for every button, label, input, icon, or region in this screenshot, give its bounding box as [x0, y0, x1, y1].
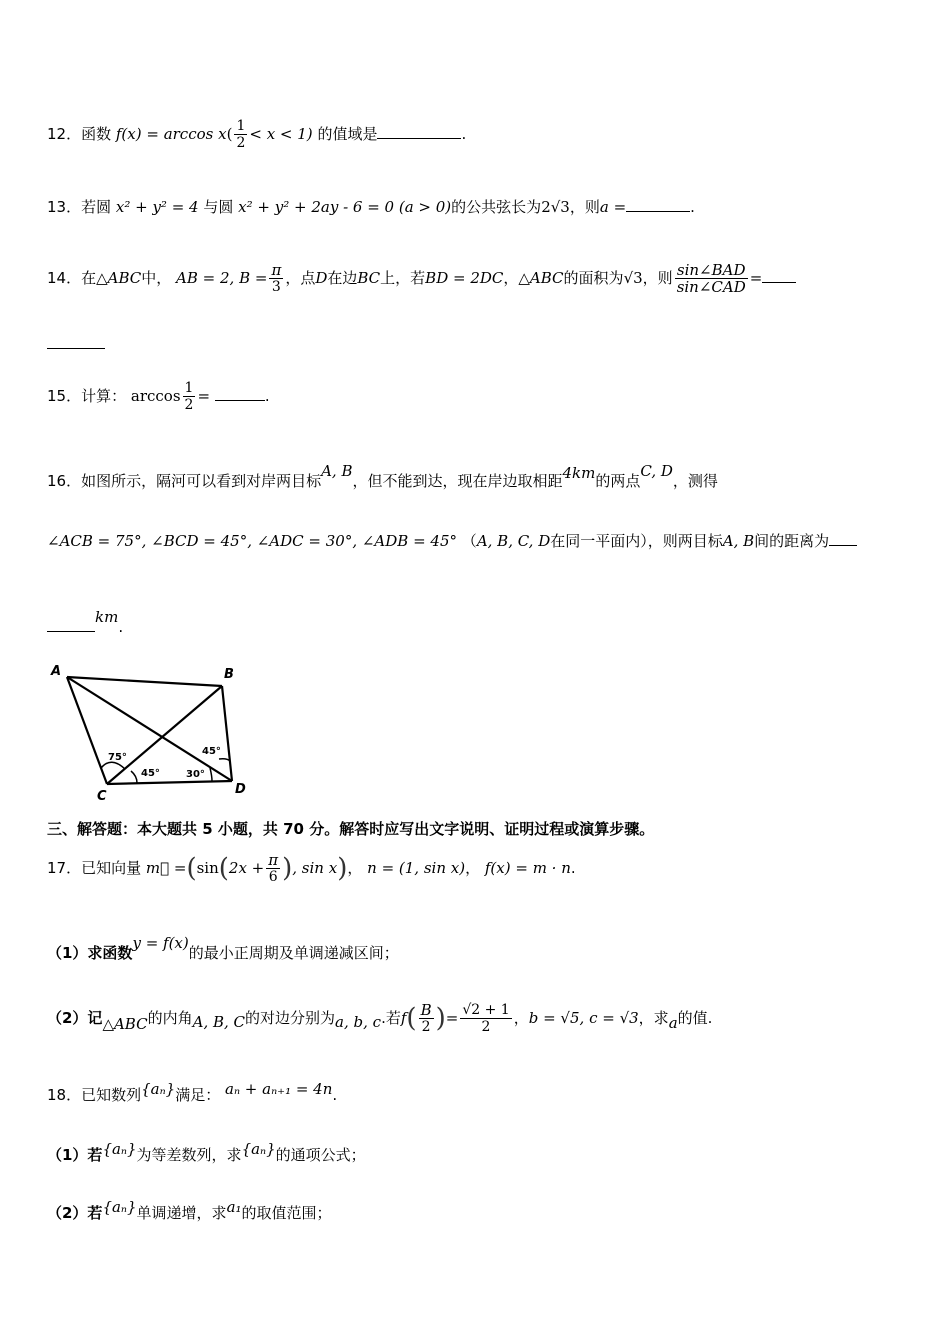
q17-f-def: f(x) = m · n: [484, 859, 571, 877]
section-3-title: 三、解答题：本大题共 5 小题，共 70 分。解答时应写出文字说明、证明过程或演算步骤。: [47, 820, 655, 838]
segment-ab: [67, 677, 222, 686]
q16-answer-blank-b[interactable]: [47, 617, 95, 632]
angle-adb-label: 45°: [202, 746, 221, 757]
q13-circle2: x² + y² + 2ay - 6 = 0 (a > 0): [238, 198, 452, 216]
question-15: 15．计算： arccos $\frac{1}{2}$ = .: [47, 380, 270, 413]
label-b: B: [224, 667, 234, 682]
q18-relation: aₙ + aₙ₊₁ = 4n: [225, 1080, 333, 1098]
q12-tail: 的值域是: [317, 125, 378, 143]
q18-part1: （1）若{aₙ}为等差数列，求{aₙ}的通项公式；: [47, 1140, 366, 1164]
q13-chord: 2√3: [541, 198, 570, 216]
q15-number: 15．计算：: [47, 387, 127, 405]
q12-function: f(x) = arccos x: [115, 125, 227, 143]
arc-adb: [219, 759, 230, 761]
question-14: 14．在△ABC中， AB = 2, B = $\frac{\pi}{3}$ ，点D在边BC上，若BD = 2DC，△ABC的面积为√3，则 $\frac{\text{sin∠BAD}}{\text{sin∠CAD}}$ =: [47, 262, 796, 295]
q17-part1: （1）求函数y = f(x)的最小正周期及单调递减区间；: [47, 934, 399, 962]
q14-given: AB = 2, B =: [176, 269, 268, 287]
angle-bcd-label: 45°: [141, 768, 160, 779]
q16-answer-blank-a[interactable]: [829, 531, 857, 546]
question-16: 16．如图所示，隔河可以看到对岸两目标A, B，但不能到达，现在岸边取相距4km的两点C, D，测得: [47, 462, 718, 490]
question-12: 12．函数 f(x) = arccos x( $\frac{1}{2}$ < x < 1) 的值域是 .: [47, 118, 467, 151]
q14-answer-blank-b[interactable]: [47, 334, 105, 353]
q18-number: 18．已知数列: [47, 1086, 142, 1104]
q13-number: 13．若圆: [47, 198, 112, 216]
q12-fraction: $\frac{1}{2}$: [236, 118, 246, 151]
angle-acb-label: 75°: [108, 752, 127, 763]
question-16-line3: km.: [47, 608, 123, 636]
segment-cd: [107, 781, 232, 784]
q16-angles: ∠ACB = 75°, ∠BCD = 45°, ∠ADC = 30°, ∠ADB = 45°: [47, 532, 458, 550]
segment-bd: [222, 686, 232, 781]
q14-ratio: $\frac{\text{sin∠BAD}}{\text{sin∠CAD}}$: [676, 261, 746, 296]
question-18: 18．已知数列{aₙ}满足： aₙ + aₙ₊₁ = 4n.: [47, 1080, 338, 1104]
arc-adc: [210, 768, 212, 781]
geometry-figure: [45, 660, 250, 805]
arc-acb: [101, 762, 125, 769]
q18-part2: （2）若{aₙ}单调递增，求a₁的取值范围；: [47, 1198, 332, 1222]
q13-answer-blank[interactable]: [626, 197, 690, 212]
segment-ad: [67, 677, 232, 781]
arc-bcd: [131, 771, 137, 783]
question-13: 13．若圆 x² + y² = 4 与圆 x² + y² + 2ay - 6 = 0 (a > 0)的公共弦长为2√3，则a = .: [47, 198, 695, 216]
q17-part2: （2）记△ABC的内角A, B, C的对边分别为a, b, c.若f( $\frac{B}{2}$ )= $\frac{√2 + 1}{2}$ ，b = √5, c = √3，求a的值.: [47, 1001, 713, 1035]
q17-n-vector: n = (1, sin x): [367, 859, 466, 877]
q12-condition: < x < 1): [249, 125, 313, 143]
q16-number: 16．如图所示，隔河可以看到对岸两目标: [47, 472, 322, 490]
question-17: 17．已知向量 m⃗ =(sin(2x + $\frac{\pi}{6}$ ), sin x)， n = (1, sin x)， f(x) = m · n.: [47, 851, 576, 885]
angle-adc-label: 30°: [186, 769, 205, 780]
q12-number: 12．函数: [47, 125, 112, 143]
q13-circle1: x² + y² = 4: [115, 198, 199, 216]
label-c: C: [97, 789, 107, 804]
q15-answer-blank[interactable]: [215, 386, 265, 401]
q12-answer-blank[interactable]: [377, 124, 461, 139]
q14-number: 14．在: [47, 269, 97, 287]
question-16-line2: ∠ACB = 75°, ∠BCD = 45°, ∠ADC = 30°, ∠ADB = 45° （A, B, C, D在同一平面内），则两目标A, B间的距离为: [47, 530, 857, 551]
label-d: D: [235, 782, 246, 797]
label-a: A: [51, 664, 62, 679]
q14-answer-blank-a[interactable]: [762, 268, 796, 283]
q17-number: 17．已知向量: [47, 859, 142, 877]
